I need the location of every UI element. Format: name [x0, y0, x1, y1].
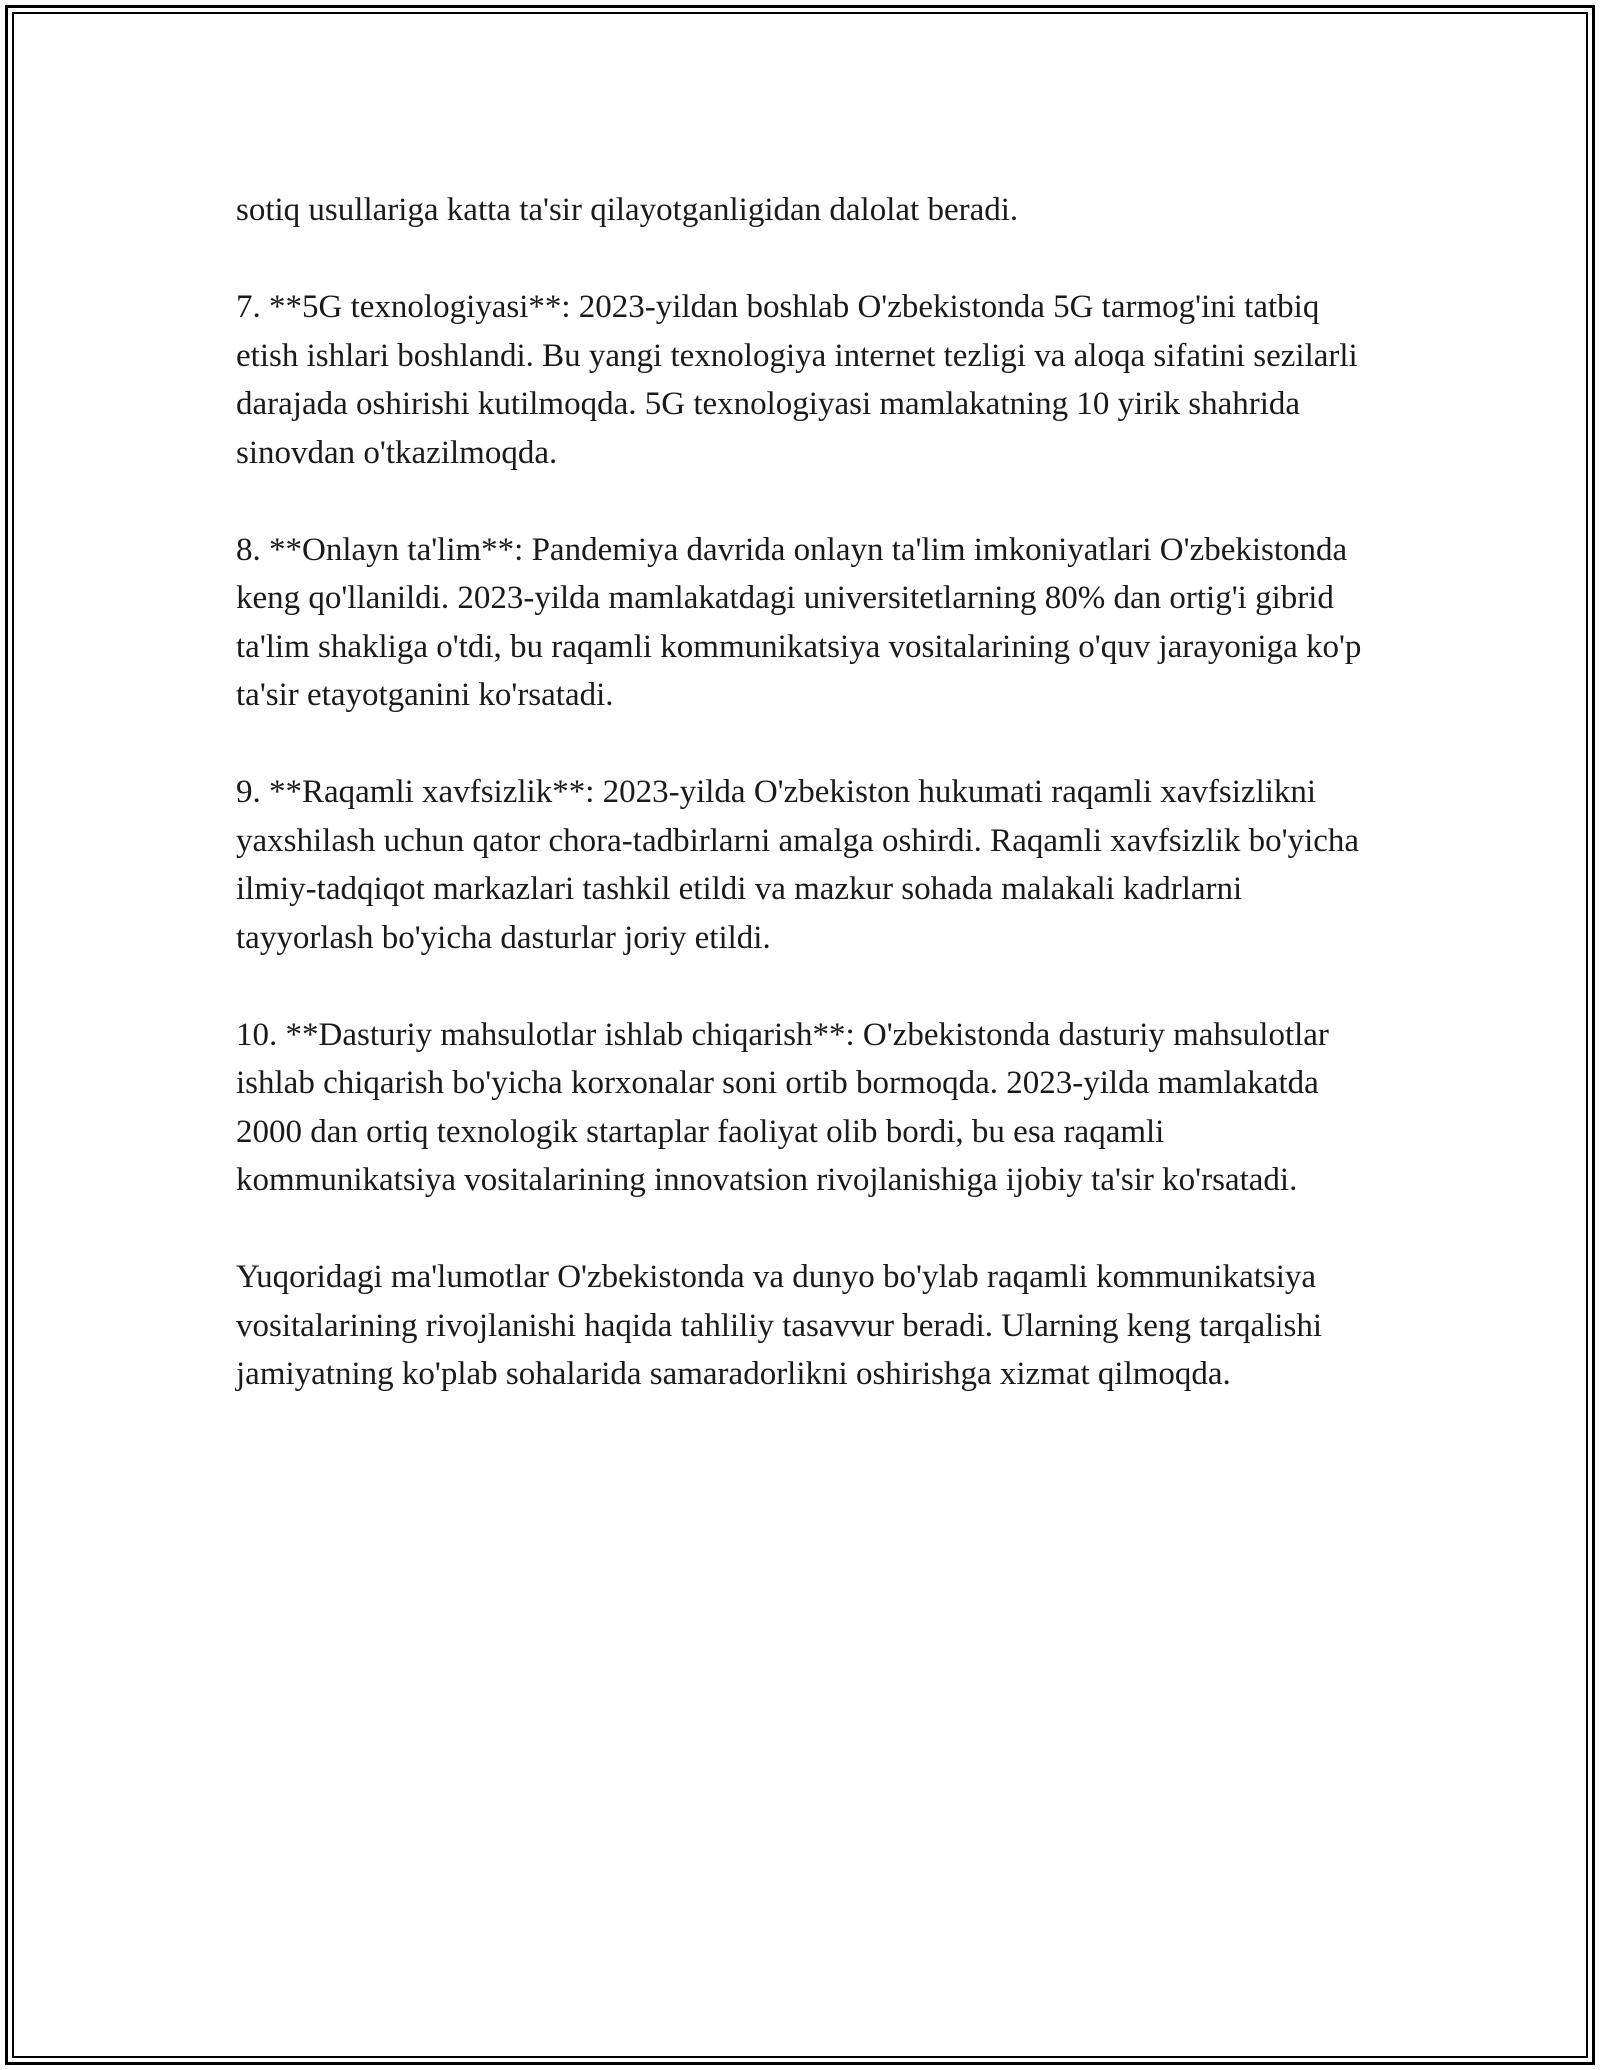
paragraph-5g-technology: 7. **5G texnologiyasi**: 2023-yildan boshlab O'zbekistonda 5G tarmog'ini tatbiq etish ishlari boshlandi. Bu yangi texnologiya internet tezligi va aloqa sifatini sezilarli darajada oshirishi kutilmoqda. 5G texnologiyasi mamlakatning 10 yirik shahrida sinovdan o'tkazilmoqda. [236, 289, 1358, 471]
paragraph-software-production: 10. **Dasturiy mahsulotlar ishlab chiqarish**: O'zbekistonda dasturiy mahsulotlar ishlab chiqarish bo'yicha korxonalar soni ortib bormoqda. 2023-yilda mamlakatda 2000 dan ortiq texnologik startaplar faoliyat olib bordi, bu esa raqamli kommunikatsiya vositalarining innovatsion rivojlanishiga ijobiy ta'sir ko'rsatadi. [236, 1016, 1329, 1198]
paragraph-digital-security: 9. **Raqamli xavfsizlik**: 2023-yilda O'zbekiston hukumati raqamli xavfsizlikni yaxshilash uchun qator chora-tadbirlarni amalga oshirdi. Raqamli xavfsizlik bo'yicha ilmiy-tadqiqot markazlari tashkil etildi va mazkur sohada malakali kadrlarni tayyorlash bo'yicha dasturlar joriy etildi. [236, 774, 1360, 956]
document-body [236, 186, 1366, 1447]
paragraph-continuation: sotiq usullariga katta ta'sir qilayotganligidan dalolat beradi. [236, 192, 1019, 228]
paragraph-online-education: 8. **Onlayn ta'lim**: Pandemiya davrida onlayn ta'lim imkoniyatlari O'zbekistonda keng qo'llanildi. 2023-yilda mamlakatdagi universitetlarning 80% dan ortig'i gibrid ta'lim shakliga o'tdi, bu raqamli kommunikatsiya vositalarining o'quv jarayoniga ko'p ta'sir etayotganini ko'rsatadi. [236, 531, 1362, 713]
paragraph-conclusion: Yuqoridagi ma'lumotlar O'zbekistonda va dunyo bo'ylab raqamli kommunikatsiya vositalarining rivojlanishi haqida tahliliy tasavvur beradi. Ularning keng tarqalishi jamiyatning ko'plab sohalarida samaradorlikni oshirishga xizmat qilmoqda. [236, 1259, 1322, 1392]
